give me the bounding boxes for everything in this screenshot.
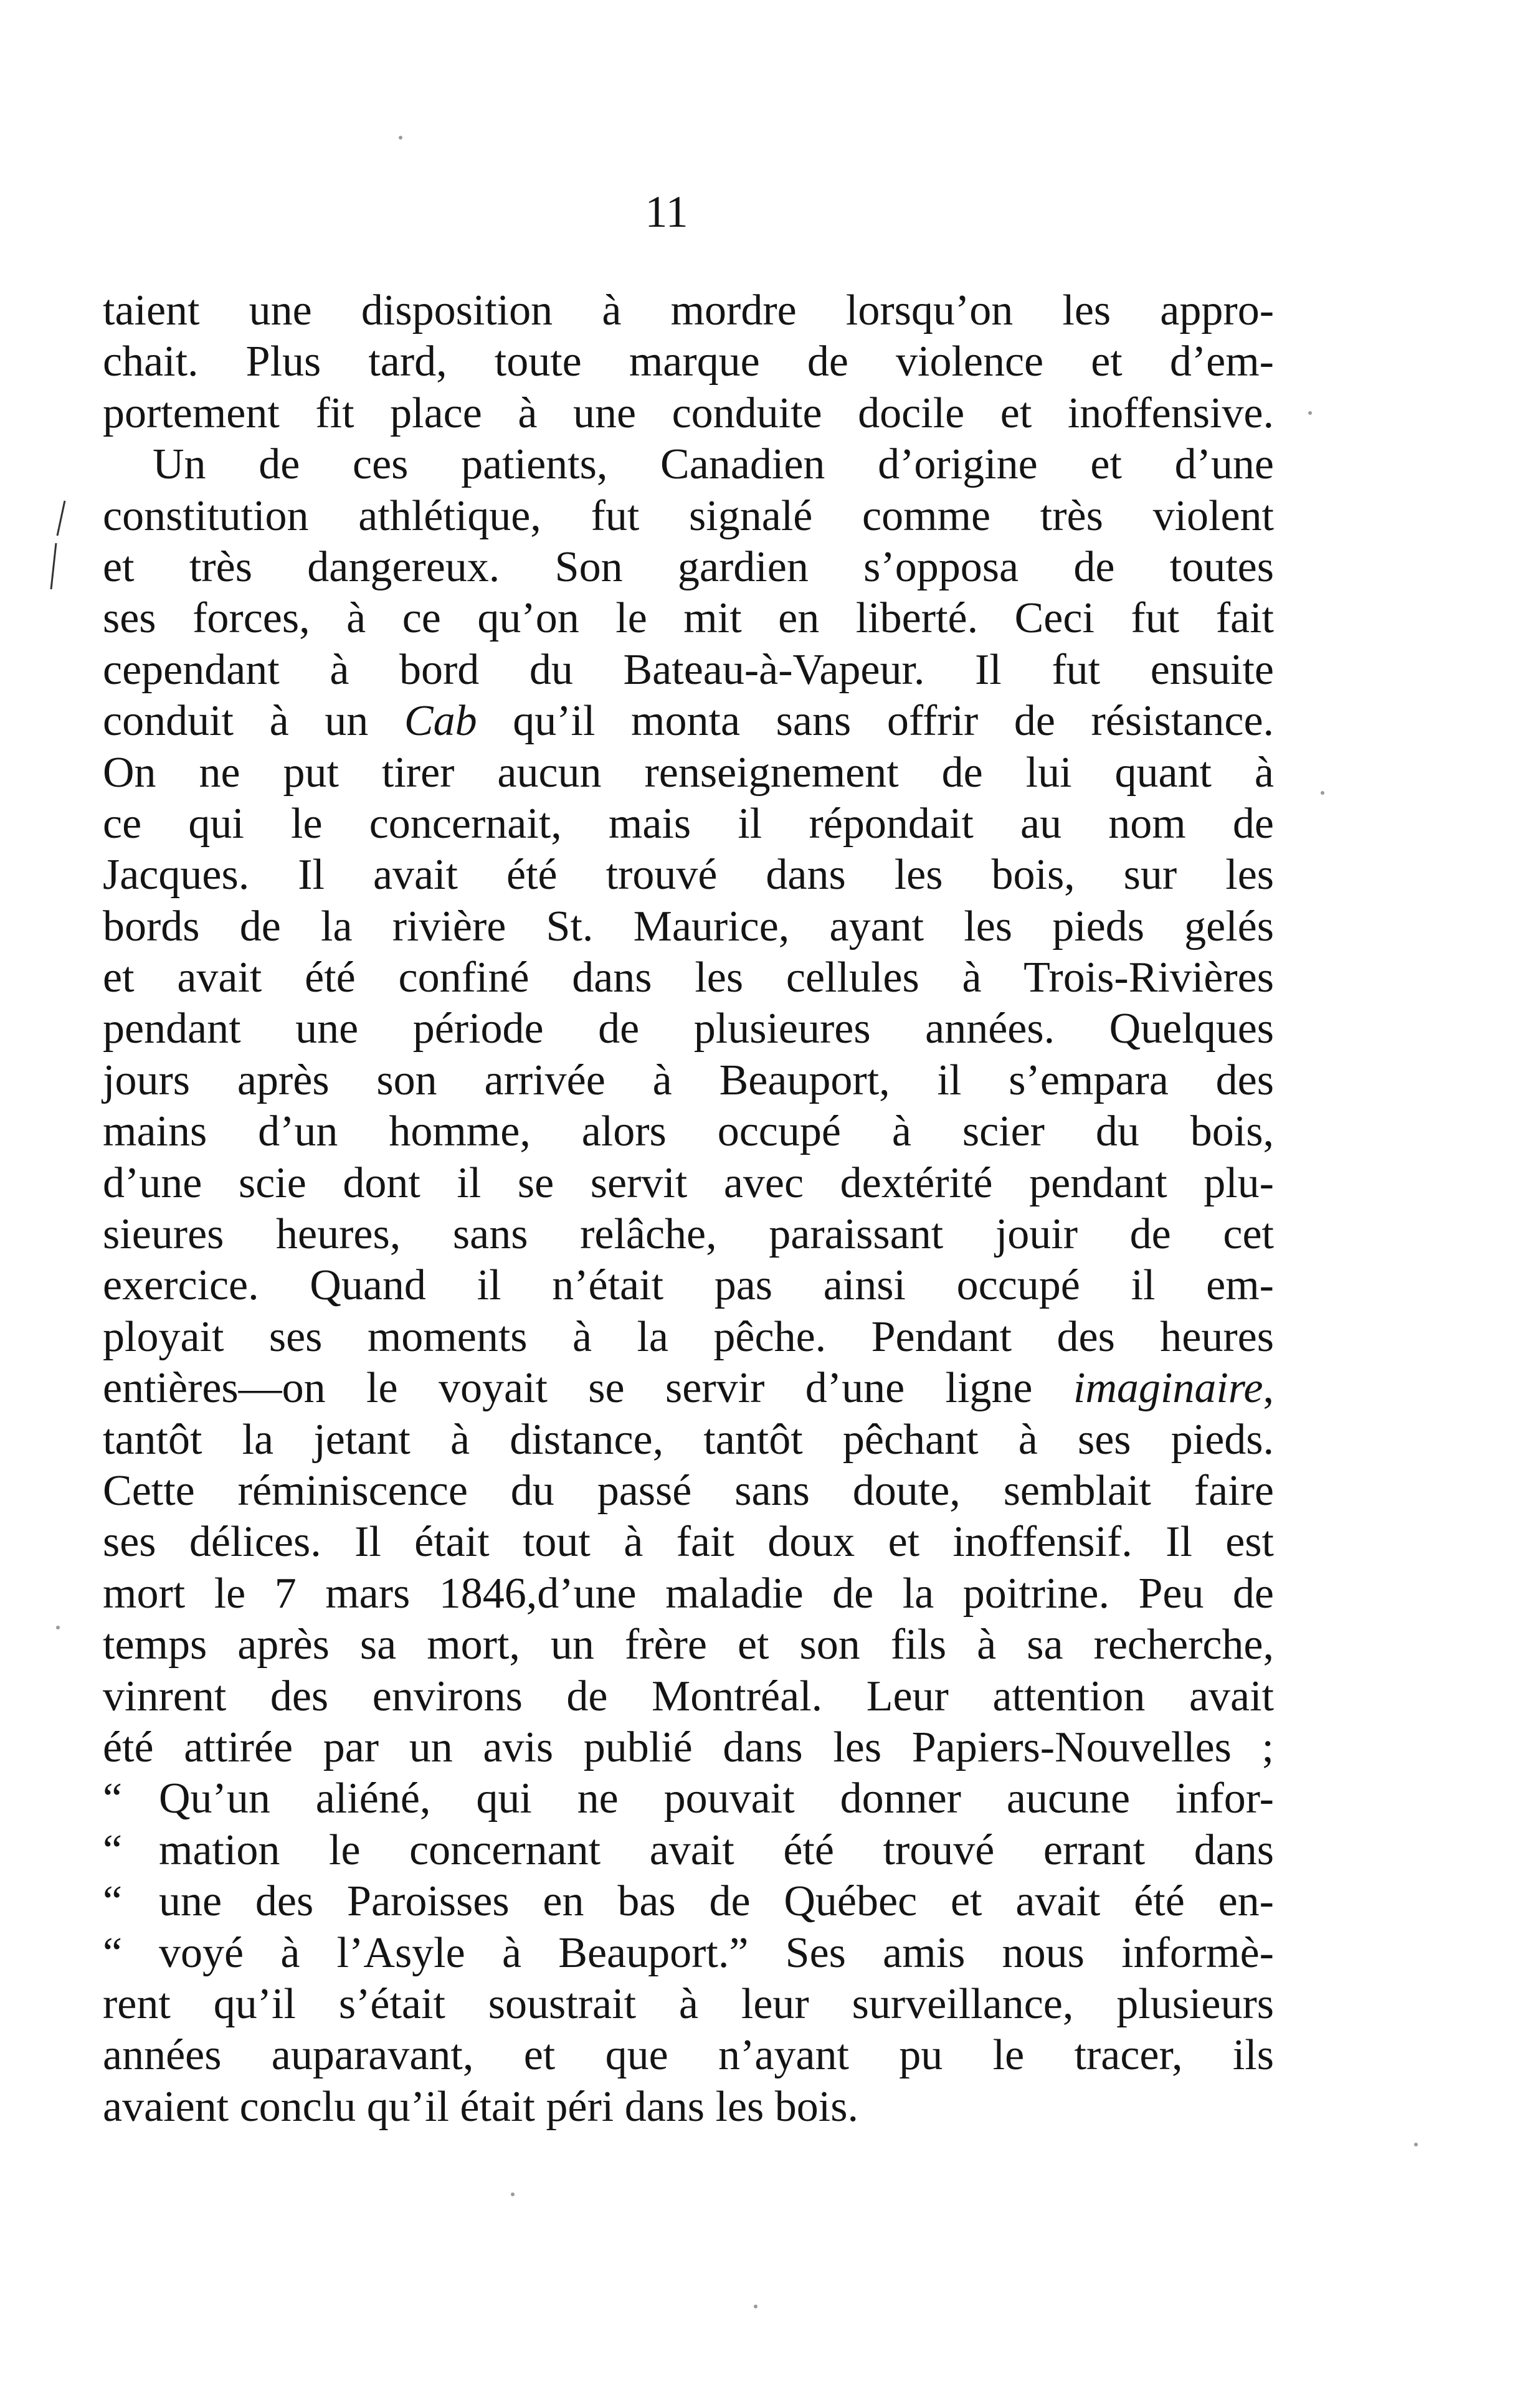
text-fragment: qu’il monta sans offrir de résistance. [513, 697, 1275, 746]
text-line: sieures heures, sans relâche, paraissant jouir de cet [103, 1210, 1274, 1259]
text-line: chait. Plus tard, toute marque de violence et d’em- [103, 338, 1274, 386]
quote-mark: “ [103, 1775, 123, 1823]
text-line: jours après son arrivée à Beauport, il s’empara des [103, 1056, 1274, 1104]
text-line: mort le 7 mars 1846,d’une maladie de la poitrine. Peu de [103, 1569, 1274, 1618]
paragraph-start-line: Un de ces patients, Canadien d’origine et d’une [153, 440, 1274, 489]
text-line: Cette réminiscence du passé sans doute, semblait faire [103, 1466, 1274, 1515]
text-line: ce qui le concernait, mais il répondait au nom de [103, 799, 1274, 848]
text-fragment: entières—on le voyait se servir d’une ligne [103, 1364, 1033, 1413]
quote-mark: “ [103, 1826, 123, 1874]
page-number: 11 [645, 187, 688, 237]
quoted-line [103, 1773, 1274, 1824]
text-line: et avait été confiné dans les cellules à Trois-Rivières [103, 954, 1274, 1002]
text-fragment: mation le concernant avait été trouvé errant dans [159, 1826, 1274, 1874]
text-line: constitution athlétique, fut signalé comme très violent [103, 491, 1274, 540]
text-fragment: Qu’un aliéné, qui ne pouvait donner aucune infor- [159, 1775, 1274, 1823]
text-line: ployait ses moments à la pêche. Pendant des heures [103, 1312, 1274, 1361]
text-line: cependant à bord du Bateau-à-Vapeur. Il fut ensuite [103, 645, 1274, 694]
text-line: ses délices. Il était tout à fait doux et inoffensif. Il est [103, 1518, 1274, 1567]
quote-mark: “ [103, 1928, 123, 1977]
quoted-line [103, 1876, 1274, 1927]
text-line: années auparavant, et que n’ayant pu le tracer, ils [103, 2031, 1274, 2080]
margin-slash-icon [49, 498, 67, 592]
text-line: d’une scie dont il se servit avec dextérité pendant plu- [103, 1159, 1274, 1207]
paper-speck [1414, 2143, 1418, 2146]
text-fragment: une des Paroisses en bas de Québec et avait été en- [159, 1877, 1274, 1926]
text-line: tantôt la jetant à distance, tantôt pêchant à ses pieds. [103, 1415, 1274, 1464]
quote-mark: “ [103, 1877, 123, 1926]
paper-speck [1321, 791, 1324, 795]
text-line: vinrent des environs de Montréal. Leur attention avait [103, 1672, 1274, 1720]
paper-speck [754, 2305, 758, 2308]
paper-speck [399, 136, 402, 140]
text-line: Jacques. Il avait été trouvé dans les bois, sur les [103, 851, 1274, 899]
text-line: mains d’un homme, alors occupé à scier du bois, [103, 1107, 1274, 1156]
text-line: taient une disposition à mordre lorsqu’on les appro- [103, 287, 1274, 334]
text-fragment: , [1263, 1364, 1274, 1413]
italic-word-cab: Cab [404, 697, 477, 746]
text-line: été attirée par un avis publié dans les Papiers-Nouvelles ; [103, 1723, 1274, 1771]
quoted-line [103, 1825, 1274, 1876]
margin-pencil-mark [49, 498, 67, 592]
text-line-last: avaient conclu qu’il était péri dans les bois. [103, 2082, 858, 2131]
italic-word-imaginaire: imaginaire [1073, 1364, 1263, 1413]
text-fragment: voyé à l’Asyle à Beauport.” Ses amis nous informè- [159, 1928, 1274, 1977]
text-line: portement fit place à une conduite docile et inoffensive. [103, 389, 1274, 437]
text-line: On ne put tirer aucun renseignement de lui quant à [103, 748, 1274, 797]
text-line [103, 1363, 1274, 1414]
body-text [103, 285, 1274, 2133]
text-line: temps après sa mort, un frère et son fils à sa recherche, [103, 1621, 1274, 1669]
text-line: pendant une période de plusieures années. Quelques [103, 1005, 1274, 1053]
paper-speck [511, 2192, 515, 2196]
text-line: bords de la rivière St. Maurice, ayant les pieds gelés [103, 902, 1274, 950]
text-line [103, 696, 1274, 747]
text-line: ses forces, à ce qu’on le mit en liberté. Ceci fut fait [103, 594, 1274, 643]
text-fragment: conduit à un [103, 697, 369, 746]
text-line: rent qu’il s’était soustrait à leur surveillance, plusieurs [103, 1979, 1274, 2028]
text-line: et très dangereux. Son gardien s’opposa de toutes [103, 543, 1274, 591]
quoted-line [103, 1928, 1274, 1979]
paper-speck [1308, 411, 1312, 415]
text-line: exercice. Quand il n’était pas ainsi occupé il em- [103, 1261, 1274, 1310]
paper-speck [56, 1626, 60, 1629]
